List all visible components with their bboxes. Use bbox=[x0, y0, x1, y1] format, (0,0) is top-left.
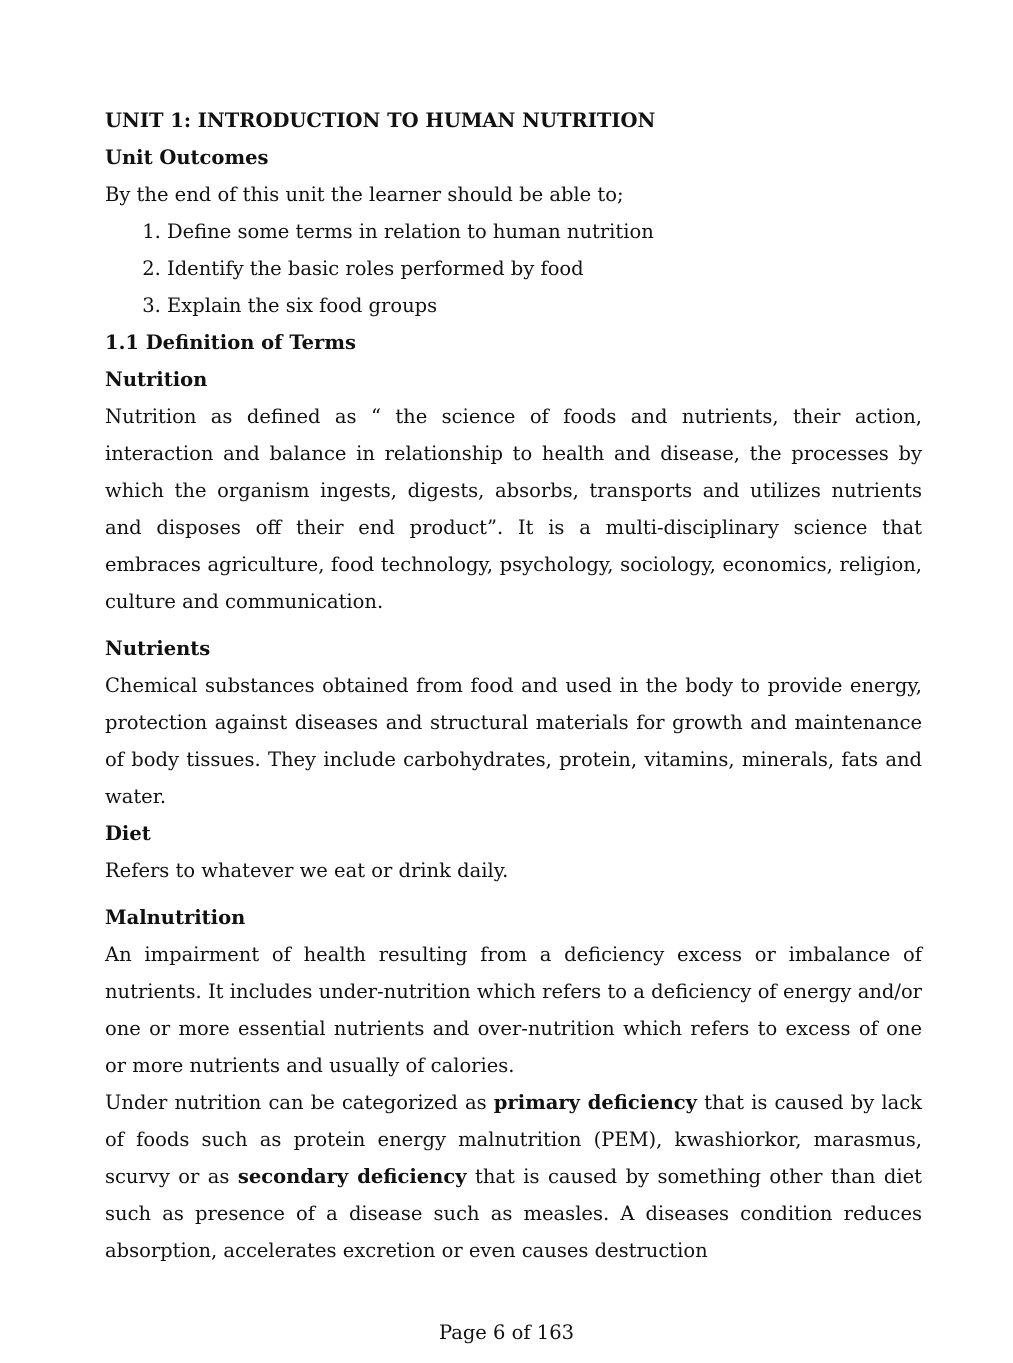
list-item: 1. Define some terms in relation to human nutrition bbox=[167, 213, 922, 250]
nutrition-heading: Nutrition bbox=[105, 368, 208, 391]
page-footer bbox=[0, 1314, 1013, 1351]
undernutrition-text-1: Under nutrition can be categorized as bbox=[105, 1091, 494, 1114]
undernutrition-text-3: that is caused by something other than diet such as presence of a disease such as measles. A diseases condition reduces absorption, accelerates excretion or even causes destruction bbox=[105, 1165, 922, 1262]
malnutrition-heading: Malnutrition bbox=[105, 906, 246, 929]
unit-title: UNIT 1: INTRODUCTION TO HUMAN NUTRITION bbox=[105, 109, 656, 132]
outcomes-list bbox=[105, 213, 922, 324]
undernutrition-text-2: that is caused by lack of foods such as protein energy malnutrition (PEM), kwashiorkor, marasmus, scurvy or as bbox=[105, 1091, 923, 1188]
diet-heading: Diet bbox=[105, 822, 151, 845]
page-content bbox=[105, 102, 922, 1269]
section-heading: 1.1 Definition of Terms bbox=[105, 331, 356, 354]
outcomes-heading: Unit Outcomes bbox=[105, 146, 269, 169]
malnutrition-body: An impairment of health resulting from a deficiency excess or imbalance of nutrients. It includes under-nutrition which refers to a deficiency of energy and/or one or more essential nutrients and over-nutrition which refers to excess of one or more nutrients and usually of calories. bbox=[105, 943, 922, 1077]
nutrients-body: Chemical substances obtained from food and used in the body to provide energy, protection against diseases and structural materials for growth and maintenance of body tissues. They include carbohydrates, protein, vitamins, minerals, fats and water. bbox=[105, 674, 922, 808]
outcomes-intro: By the end of this unit the learner should be able to; bbox=[105, 183, 624, 206]
diet-body: Refers to whatever we eat or drink daily. bbox=[105, 859, 509, 882]
secondary-deficiency-term: secondary deficiency bbox=[237, 1165, 467, 1188]
undernutrition-paragraph bbox=[105, 1084, 922, 1269]
nutrients-heading: Nutrients bbox=[105, 637, 211, 660]
list-item: 2. Identify the basic roles performed by food bbox=[167, 250, 922, 287]
list-item: 3. Explain the six food groups bbox=[167, 287, 922, 324]
page-number: Page 6 of 163 bbox=[438, 1321, 575, 1344]
primary-deficiency-term: primary deficiency bbox=[493, 1091, 697, 1114]
nutrition-body: Nutrition as defined as “ the science of foods and nutrients, their action, interaction and balance in relationship to health and disease, the processes by which the organism ingests, digests, absorbs, transports and utilizes nutrients and disposes off their end product”. It is a multi-disciplinary science that embraces agriculture, food technology, psychology, sociology, economics, religion, culture and communication. bbox=[105, 405, 922, 613]
